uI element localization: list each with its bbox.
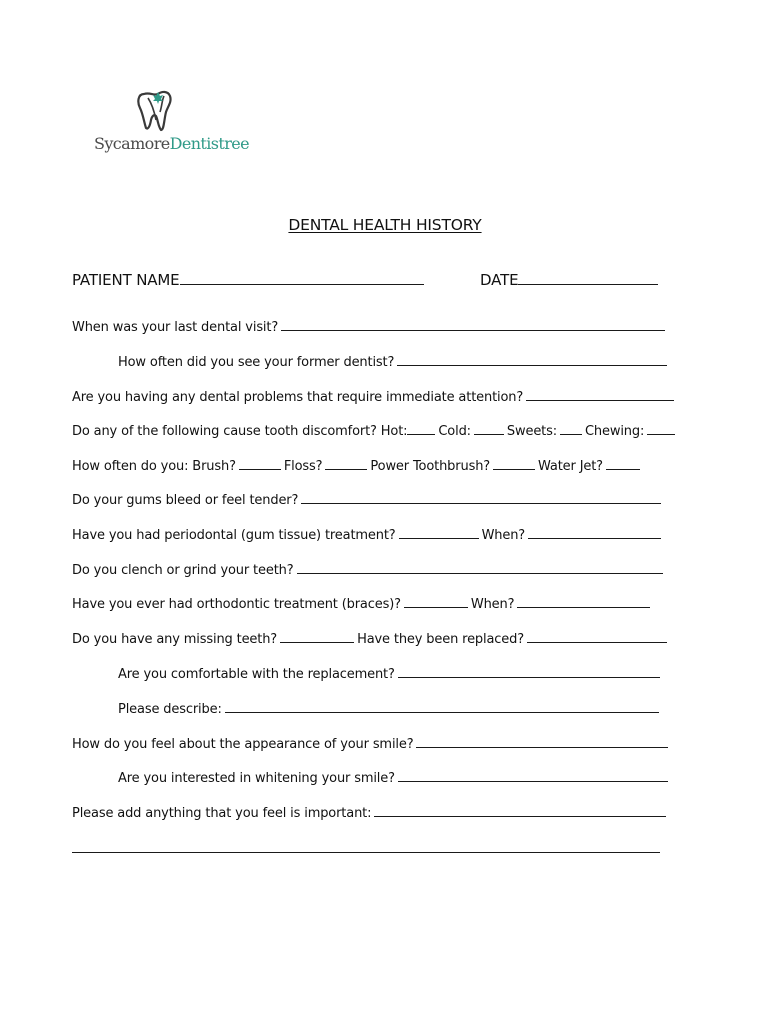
periodontal-when-field[interactable]: [528, 526, 661, 539]
tooth-leaf-icon: [134, 86, 182, 134]
question-how-often: [72, 457, 643, 474]
replaced-label: Have they been replaced?: [357, 632, 524, 647]
question-label: How often do you: Brush?: [72, 459, 236, 474]
question-last-visit: [72, 318, 668, 335]
question-label: Do any of the following cause tooth discomfort? Hot:: [72, 424, 408, 439]
question-label: Are you interested in whitening your smile?: [118, 771, 395, 786]
replaced-field[interactable]: [527, 630, 667, 643]
cold-label: Cold:: [438, 424, 471, 439]
chewing-label: Chewing:: [585, 424, 645, 439]
date-field[interactable]: [518, 271, 658, 285]
immediate-attention-field[interactable]: [526, 388, 674, 401]
question-label: Have you had periodontal (gum tissue) treatment?: [72, 528, 396, 543]
orthodontic-field[interactable]: [404, 595, 468, 608]
power-toothbrush-field[interactable]: [493, 457, 535, 470]
question-orthodontic: [72, 595, 653, 612]
sycamore-dentistree-logo: [94, 86, 250, 158]
patient-name-field[interactable]: [180, 271, 424, 285]
water-jet-label: Water Jet?: [538, 459, 603, 474]
periodontal-field[interactable]: [399, 526, 479, 539]
power-toothbrush-label: Power Toothbrush?: [370, 459, 491, 474]
floss-label: Floss?: [283, 459, 323, 474]
question-label: How often did you see your former dentist?: [118, 355, 395, 370]
question-label: Please add anything that you feel is important:: [72, 806, 372, 821]
logo-wordmark: [94, 134, 249, 153]
extra-notes-line[interactable]: [72, 852, 660, 853]
question-former-dentist: [118, 353, 670, 370]
question-label: Please describe:: [118, 702, 222, 717]
when-label: When?: [470, 597, 515, 612]
cold-field[interactable]: [474, 422, 504, 435]
date-row: [480, 271, 661, 289]
question-whitening: [118, 769, 671, 786]
sweets-field[interactable]: [560, 422, 582, 435]
clench-grind-field[interactable]: [297, 561, 663, 574]
question-label: How do you feel about the appearance of your smile?: [72, 737, 414, 752]
describe-field[interactable]: [225, 700, 659, 713]
sweets-label: Sweets:: [506, 424, 557, 439]
question-label: Do you clench or grind your teeth?: [72, 563, 294, 578]
question-please-describe: [118, 700, 662, 717]
floss-field[interactable]: [325, 457, 367, 470]
question-immediate-attention: [72, 388, 677, 405]
orthodontic-when-field[interactable]: [517, 595, 650, 608]
smile-appearance-field[interactable]: [416, 735, 668, 748]
gums-bleed-field[interactable]: [301, 491, 661, 504]
question-clench-grind: [72, 561, 666, 578]
comfortable-replacement-field[interactable]: [398, 665, 660, 678]
question-label: Do your gums bleed or feel tender?: [72, 493, 299, 508]
question-label: Are you having any dental problems that require immediate attention?: [72, 390, 524, 405]
water-jet-field[interactable]: [606, 457, 640, 470]
logo-word-dentistree: Dentistree: [169, 134, 250, 153]
brush-field[interactable]: [239, 457, 281, 470]
question-periodontal: [72, 526, 664, 543]
question-label: Do you have any missing teeth?: [72, 632, 278, 647]
former-dentist-field[interactable]: [397, 353, 667, 366]
question-gums-bleed: [72, 491, 664, 508]
whitening-field[interactable]: [398, 769, 668, 782]
question-label: When was your last dental visit?: [72, 320, 279, 335]
last-visit-field[interactable]: [281, 318, 665, 331]
question-comfortable-replacement: [118, 665, 663, 682]
question-label: Are you comfortable with the replacement?: [118, 667, 395, 682]
patient-name-label: PATIENT NAME: [72, 271, 180, 289]
form-title: DENTAL HEALTH HISTORY: [288, 216, 482, 234]
question-smile-appearance: [72, 735, 671, 752]
anything-important-field[interactable]: [374, 804, 666, 817]
chewing-field[interactable]: [647, 422, 675, 435]
when-label: When?: [481, 528, 526, 543]
question-anything-important: [72, 804, 669, 821]
question-missing-teeth: [72, 630, 670, 647]
question-tooth-discomfort: [72, 422, 678, 439]
patient-name-row: [72, 271, 427, 289]
logo-word-sycamore: Sycamore: [94, 134, 170, 153]
date-label: DATE: [480, 271, 519, 289]
hot-field[interactable]: [407, 422, 435, 435]
question-label: Have you ever had orthodontic treatment (braces)?: [72, 597, 401, 612]
missing-teeth-field[interactable]: [280, 630, 354, 643]
